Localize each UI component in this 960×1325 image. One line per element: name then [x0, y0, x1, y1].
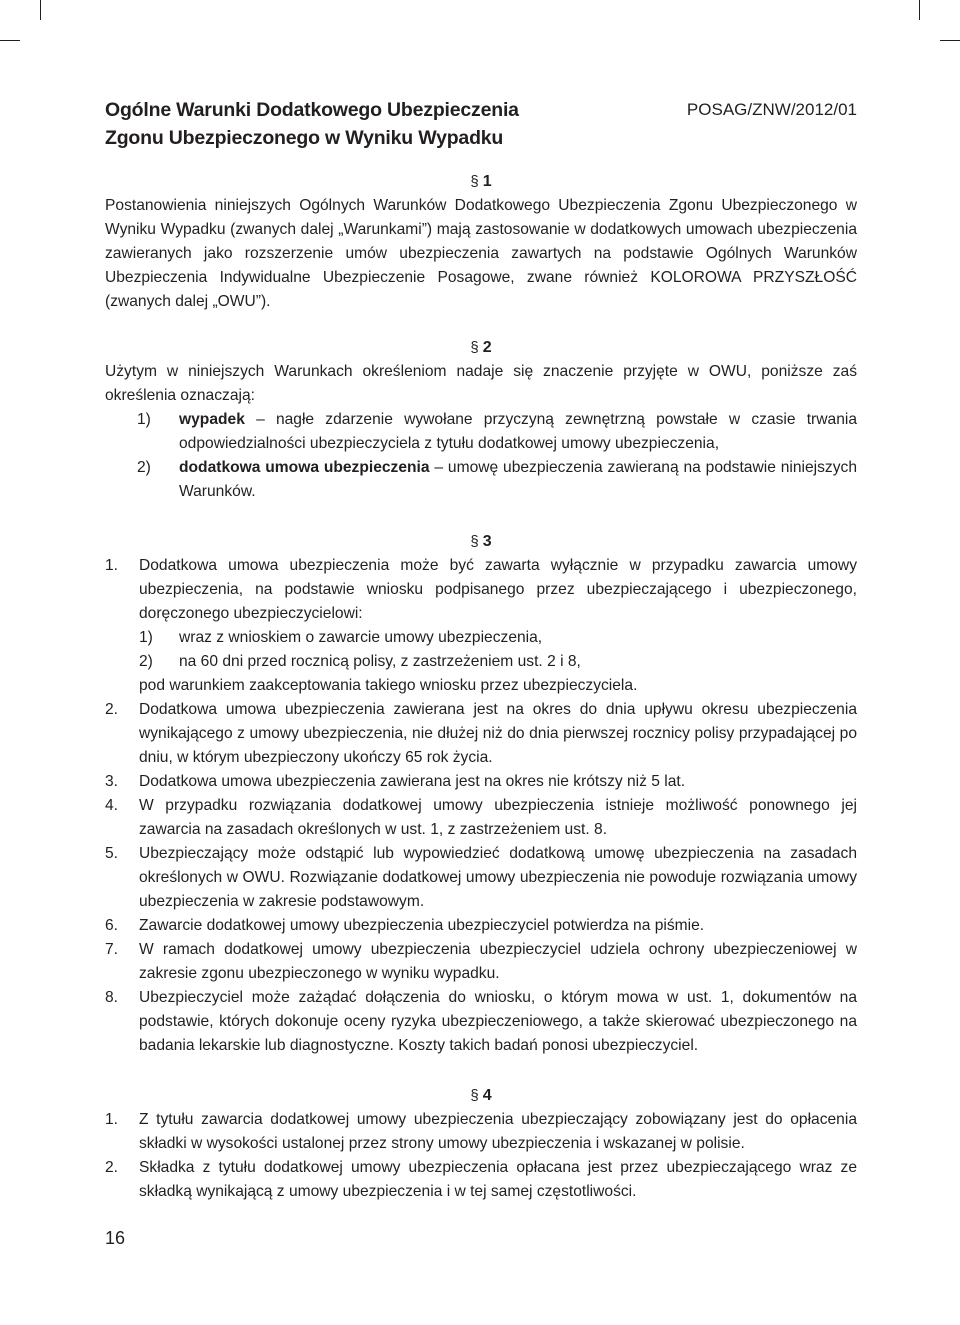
section-number: 1	[482, 173, 492, 190]
section-4	[105, 1084, 857, 1204]
definitions-list	[105, 408, 857, 504]
document-title-line-2: Zgonu Ubezpieczonego w Wyniku Wypadku	[105, 127, 504, 149]
section-2-heading	[105, 336, 857, 360]
clause-item	[105, 1108, 857, 1156]
clause-text: Dodatkowa umowa ubezpieczenia zawierana jest na okres nie krótszy niż 5 lat.	[139, 773, 686, 790]
section-2	[105, 336, 857, 504]
clause-number: 2.	[105, 701, 119, 718]
section-number: 2	[482, 339, 492, 356]
section-number: 3	[482, 533, 492, 550]
definition-term: dodatkowa umowa ubezpieczenia	[179, 459, 430, 476]
crop-mark-top-right-h	[940, 40, 960, 41]
definition-text: – umowę ubezpieczenia zawieraną na podstawie niniejszych Warunków.	[179, 459, 857, 500]
clause-number: 6.	[105, 917, 119, 934]
clause-subitems	[139, 626, 857, 674]
definition-number: 2)	[137, 459, 151, 476]
definition-number: 1)	[137, 411, 151, 428]
clause-closing: pod warunkiem zaakceptowania takiego wniosku przez ubezpieczyciela.	[139, 677, 638, 694]
document-header	[105, 96, 857, 152]
clause-item	[105, 986, 857, 1058]
clause-text: W ramach dodatkowej umowy ubezpieczenia ubezpieczyciel udziela ochrony ubezpieczeniowej w zakresie zgonu ubezpieczonego w wyniku wypadku.	[139, 941, 857, 982]
clause-number: 1.	[105, 1111, 119, 1128]
clause-item	[105, 770, 857, 794]
document-code: POSAG/ZNW/2012/01	[686, 100, 857, 119]
clause-text: Ubezpieczyciel może zażądać dołączenia do wniosku, o którym mowa w ust. 1, dokumentów na podstawie, których dokonuje oceny ryzyka ubezpieczeniowego, a także skierować ubezpieczonego na badania lekarskie lub diagnostyczne. Koszty takich badań ponosi ubezpieczyciel.	[139, 989, 857, 1054]
crop-mark-top-right	[919, 0, 920, 20]
section-4-list	[105, 1108, 857, 1204]
clause-item	[105, 554, 857, 698]
subitem-number: 1)	[139, 629, 153, 646]
section-3	[105, 530, 857, 1058]
clause-text: Ubezpieczający może odstąpić lub wypowiedzieć dodatkową umowę ubezpieczenia na zasadach określonych w OWU. Rozwiązanie dodatkowej umowy ubezpieczenia nie powoduje rozwiązania umowy ubezpieczenia w zakresie podstawowym.	[139, 845, 857, 910]
definition-item	[105, 456, 857, 504]
clause-number: 8.	[105, 989, 119, 1006]
definition-item	[105, 408, 857, 456]
section-1-heading	[105, 170, 857, 194]
clause-number: 3.	[105, 773, 119, 790]
section-4-heading	[105, 1084, 857, 1108]
clause-item	[105, 914, 857, 938]
clause-text: Składka z tytułu dodatkowej umowy ubezpieczenia opłacana jest przez ubezpieczającego wraz ze składką wynikającą z umowy ubezpieczenia i w tej samej częstotliwości.	[139, 1159, 857, 1200]
section-3-list	[105, 554, 857, 1058]
page-number: 16	[105, 1228, 126, 1248]
section-1	[105, 170, 857, 314]
clause-number: 5.	[105, 845, 119, 862]
clause-number: 1.	[105, 557, 119, 574]
clause-text: W przypadku rozwiązania dodatkowej umowy ubezpieczenia istnieje możliwość ponownego jej zawarcia na zasadach określonych w ust. 1, z zastrzeżeniem ust. 8.	[139, 797, 857, 838]
clause-text: Dodatkowa umowa ubezpieczenia zawierana jest na okres do dnia upływu okresu ubezpieczenia wynikającego z umowy ubezpieczenia, nie dłużej niż do dnia pierwszej rocznicy polisy przypadającej po dniu, w którym ubezpieczony ukończy 65 rok życia.	[139, 701, 857, 766]
clause-item	[105, 794, 857, 842]
section-1-text: Postanowienia niniejszych Ogólnych Warunków Dodatkowego Ubezpieczenia Zgonu Ubezpieczonego w Wyniku Wypadku (zwanych dalej „Warunkami”) mają zastosowanie w dodatkowych umowach ubezpieczenia zawieranych jako rozszerzenie umów ubezpieczenia zawartych na podstawie Ogólnych Warunków Ubezpieczenia Indywidualne Ubezpieczenie Posagowe, zwane również KOLOROWA PRZYSZŁOŚĆ (zwanych dalej „OWU”).	[105, 197, 857, 310]
definition-text: – nagłe zdarzenie wywołane przyczyną zewnętrzną powstałe w czasie trwania odpowiedzialności ubezpieczyciela z tytułu dodatkowej umowy ubezpieczenia,	[179, 411, 857, 452]
section-3-heading	[105, 530, 857, 554]
section-symbol: §	[470, 173, 479, 190]
clause-item	[105, 938, 857, 986]
clause-number: 7.	[105, 941, 119, 958]
clause-item	[105, 842, 857, 914]
clause-text: Z tytułu zawarcia dodatkowej umowy ubezpieczenia ubezpieczający zobowiązany jest do opłacenia składki w wysokości ustalonej przez strony umowy ubezpieczenia i wskazanej w polisie.	[139, 1111, 857, 1152]
document-title-line-1: Ogólne Warunki Dodatkowego Ubezpieczenia	[105, 99, 519, 121]
subitem-text: na 60 dni przed rocznicą polisy, z zastrzeżeniem ust. 2 i 8,	[179, 653, 581, 670]
clause-item	[105, 1156, 857, 1204]
definition-term: wypadek	[179, 411, 245, 428]
crop-mark-top-left	[40, 0, 41, 20]
clause-number: 2.	[105, 1159, 119, 1176]
clause-text: Dodatkowa umowa ubezpieczenia może być zawarta wyłącznie w przypadku zawarcia umowy ubezpieczenia, na podstawie wniosku podpisanego przez ubezpieczającego i ubezpieczonego, doręczonego ubezpieczycielowi:	[139, 557, 857, 622]
section-symbol: §	[470, 533, 479, 550]
section-number: 4	[482, 1087, 492, 1104]
clause-text: Zawarcie dodatkowej umowy ubezpieczenia ubezpieczyciel potwierdza na piśmie.	[139, 917, 705, 934]
clause-number: 4.	[105, 797, 119, 814]
clause-item	[105, 698, 857, 770]
document-body	[105, 170, 857, 1204]
subitem-text: wraz z wnioskiem o zawarcie umowy ubezpieczenia,	[179, 629, 543, 646]
subitem	[139, 626, 857, 650]
crop-mark-top-left-h	[0, 40, 20, 41]
subitem	[139, 650, 857, 674]
section-symbol: §	[470, 339, 479, 356]
section-symbol: §	[470, 1087, 479, 1104]
subitem-number: 2)	[139, 653, 153, 670]
section-2-intro: Użytym w niniejszych Warunkach określeniom nadaje się znaczenie przyjęte w OWU, poniższe zaś określenia oznaczają:	[105, 363, 857, 404]
